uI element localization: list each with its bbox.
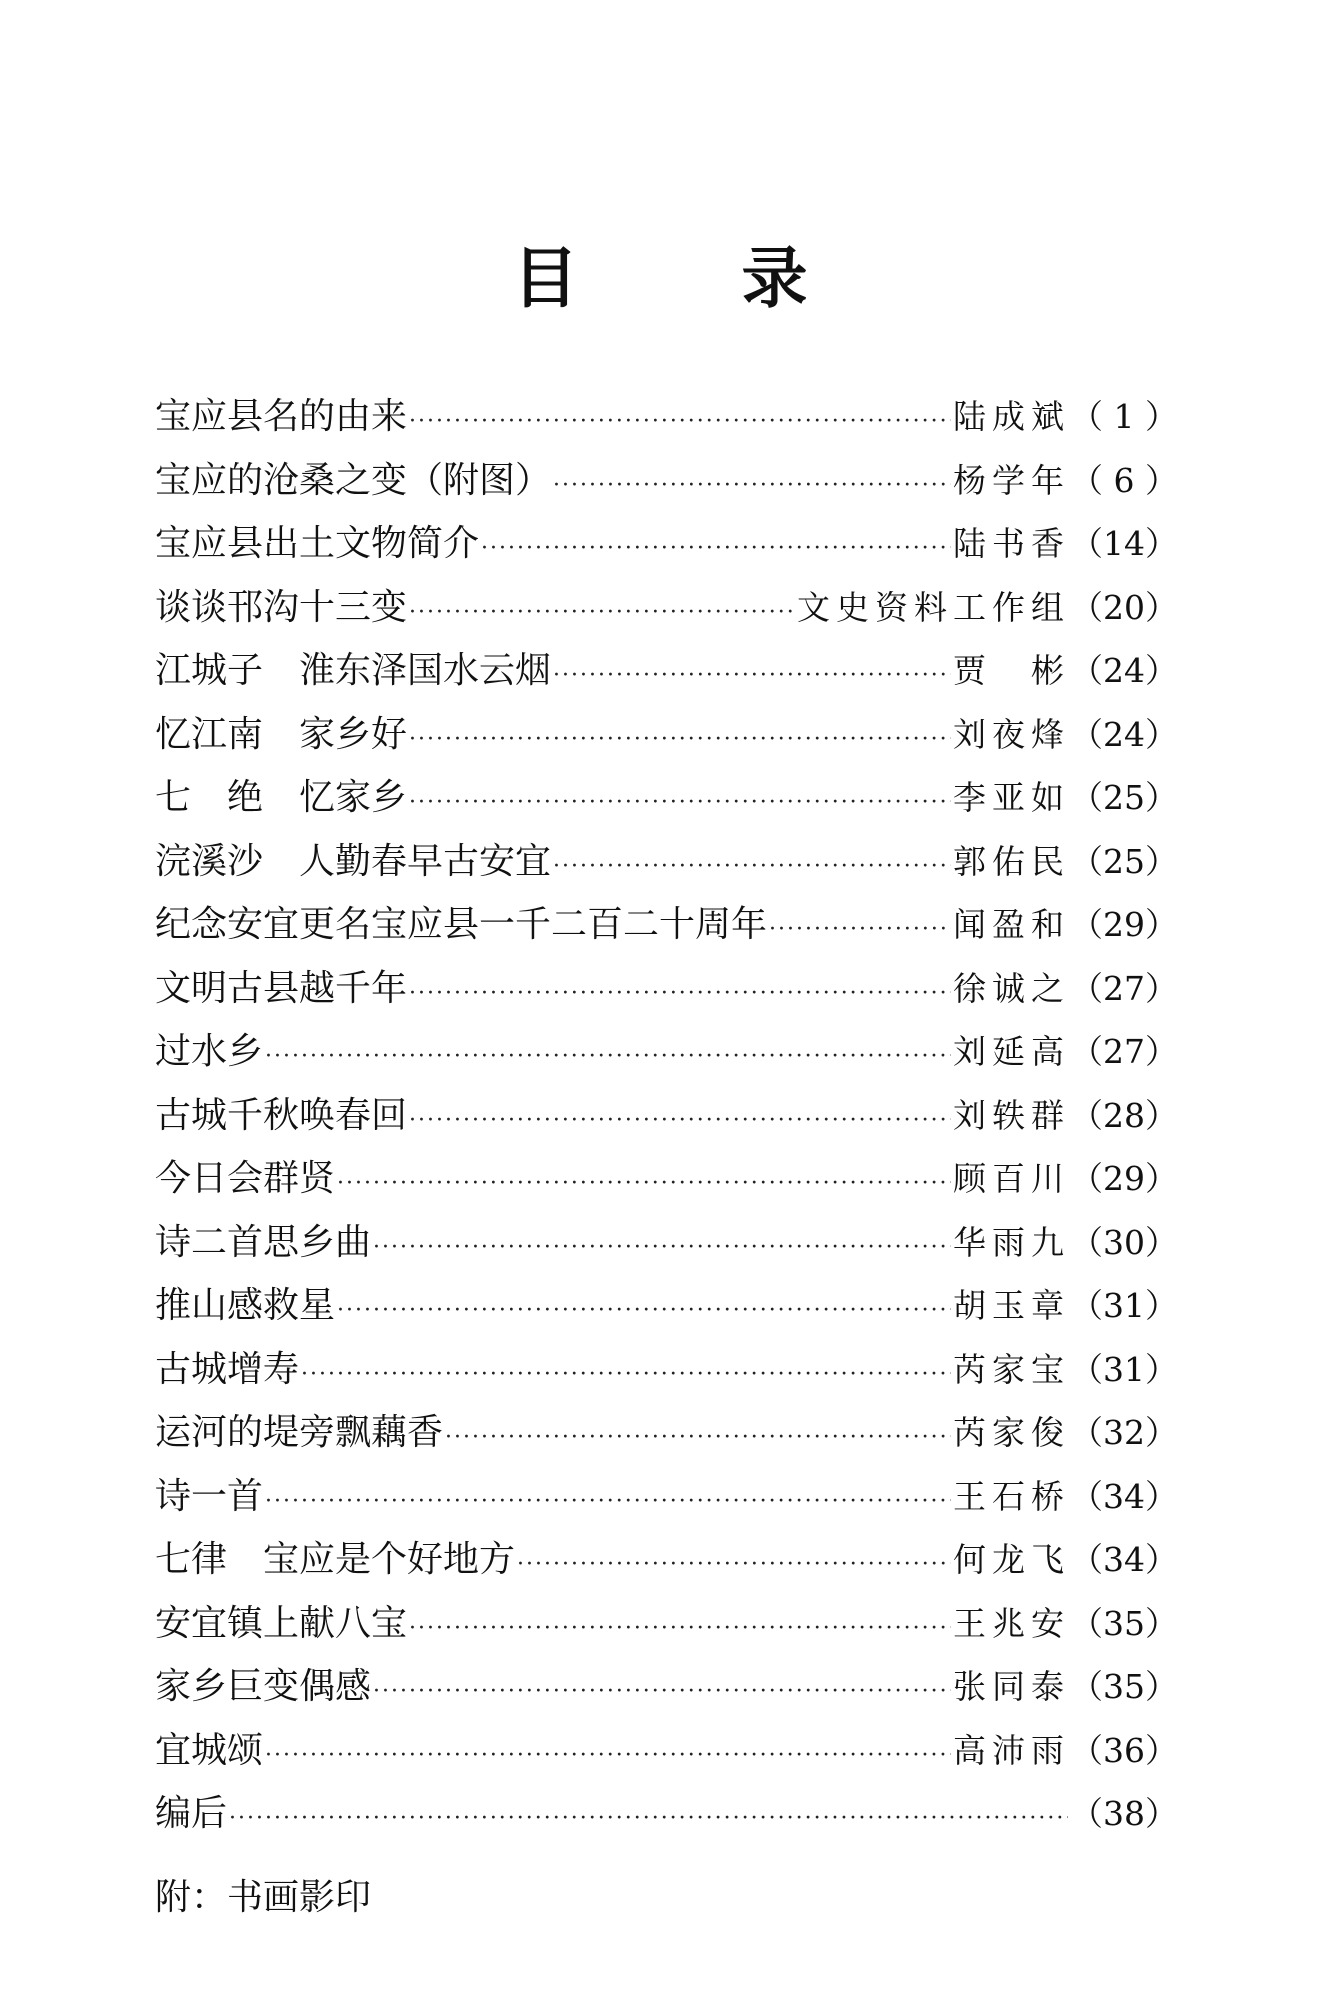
toc-entry — [155, 1147, 1178, 1211]
toc-entry — [155, 1338, 1178, 1402]
entry-page: （14） — [1070, 524, 1178, 563]
entry-title: 江城子 淮东泽国水云烟 — [155, 650, 552, 691]
toc-entry — [155, 1211, 1178, 1275]
toc-entry — [155, 1084, 1178, 1148]
toc-entry — [155, 766, 1178, 830]
toc-entry — [155, 1020, 1178, 1084]
entry-author: 王石桥 — [953, 1476, 1070, 1516]
entry-page: （27） — [1070, 1032, 1178, 1071]
dot-leader — [553, 454, 951, 518]
entry-author: 徐诚之 — [953, 968, 1070, 1008]
entry-title: 纪念安宜更名宝应县一千二百二十周年 — [155, 904, 768, 945]
table-of-contents — [155, 385, 1178, 1918]
toc-entry — [155, 449, 1178, 513]
entry-page: （ 1 ） — [1070, 397, 1178, 436]
dot-leader — [553, 835, 951, 899]
toc-entry — [155, 1655, 1178, 1719]
entry-author: 刘轶群 — [953, 1095, 1070, 1135]
entry-title: 运河的堤旁飘藕香 — [155, 1412, 444, 1453]
toc-entry — [155, 576, 1178, 640]
toc-entry — [155, 1782, 1178, 1846]
toc-entry — [155, 957, 1178, 1021]
toc-entry — [155, 512, 1178, 576]
dot-leader — [301, 1343, 951, 1407]
entry-author: 贾 彬 — [953, 651, 1070, 690]
toc-entry — [155, 1274, 1178, 1338]
dot-leader — [337, 1279, 951, 1343]
entry-title: 宝应的沧桑之变（附图） — [155, 459, 552, 501]
entry-author: 刘夜烽 — [953, 714, 1070, 754]
entry-title: 编后 — [155, 1793, 228, 1834]
entry-page: （27） — [1070, 968, 1178, 1008]
dot-leader — [409, 771, 951, 835]
entry-title: 宝应县出土文物简介 — [155, 523, 480, 564]
entry-page: （29） — [1070, 1159, 1178, 1198]
entry-page: （35） — [1070, 1667, 1178, 1706]
entry-page: （24） — [1070, 651, 1178, 690]
dot-leader — [409, 581, 795, 645]
entry-title: 诗二首思乡曲 — [155, 1221, 372, 1263]
dot-leader — [409, 1597, 951, 1661]
entry-author: 郭佑民 — [953, 841, 1070, 881]
entry-title: 古城增寿 — [155, 1348, 300, 1390]
entry-page: （ 6 ） — [1070, 460, 1178, 500]
entry-page: （20） — [1070, 587, 1178, 627]
entry-page: （31） — [1070, 1349, 1178, 1389]
page-title: 目 录 — [512, 239, 878, 317]
toc-entry — [155, 1592, 1178, 1656]
dot-leader — [229, 1787, 1068, 1851]
entry-title: 附：书画影印 — [155, 1877, 372, 1918]
entry-author: 李亚如 — [953, 778, 1070, 817]
dot-leader — [409, 1089, 951, 1153]
entry-title: 七律 宝应是个好地方 — [155, 1539, 516, 1580]
toc-entry — [155, 1465, 1178, 1529]
entry-author: 华雨九 — [953, 1222, 1070, 1262]
entry-page: （35） — [1070, 1603, 1178, 1643]
entry-title: 七 绝 忆家乡 — [155, 777, 408, 818]
dot-leader — [409, 708, 951, 772]
entry-page: （38） — [1070, 1794, 1178, 1833]
entry-page: （36） — [1070, 1730, 1178, 1770]
toc-entry — [155, 1528, 1178, 1592]
entry-page: （24） — [1070, 714, 1178, 754]
entry-page: （32） — [1070, 1413, 1178, 1452]
toc-entry — [155, 1846, 1170, 1918]
entry-title: 文明古县越千年 — [155, 967, 408, 1009]
entry-author: 刘延高 — [953, 1032, 1070, 1071]
dot-leader — [517, 1533, 951, 1597]
entry-title: 诗一首 — [155, 1475, 264, 1517]
entry-title: 古城千秋唤春回 — [155, 1094, 408, 1136]
entry-author: 芮家宝 — [953, 1349, 1070, 1389]
entry-author: 杨学年 — [953, 460, 1070, 500]
entry-page: （30） — [1070, 1222, 1178, 1262]
entry-title: 宜城颂 — [155, 1729, 264, 1771]
dot-leader — [409, 390, 951, 454]
entry-author: 闻盈和 — [953, 905, 1070, 944]
dot-leader — [769, 898, 951, 962]
entry-title: 家乡巨变偶感 — [155, 1666, 372, 1707]
entry-page: （25） — [1070, 778, 1178, 817]
dot-leader — [553, 644, 951, 708]
entry-author: 芮家俊 — [953, 1413, 1070, 1452]
entry-author: 张同泰 — [953, 1667, 1070, 1706]
toc-entry — [155, 385, 1178, 449]
entry-title: 浣溪沙 人勤春早古安宜 — [155, 840, 552, 882]
entry-title: 过水乡 — [155, 1031, 264, 1072]
toc-entry — [155, 893, 1178, 957]
entry-title: 忆江南 家乡好 — [155, 713, 408, 755]
toc-entry — [155, 830, 1178, 894]
dot-leader — [373, 1660, 951, 1724]
entry-title: 安宜镇上献八宝 — [155, 1602, 408, 1644]
dot-leader — [409, 962, 951, 1026]
entry-page: （28） — [1070, 1095, 1178, 1135]
entry-author: 何龙飞 — [953, 1540, 1070, 1579]
dot-leader — [265, 1724, 951, 1788]
entry-author: 文史资料工作组 — [797, 587, 1070, 627]
dot-leader — [337, 1152, 951, 1216]
dot-leader — [265, 1470, 951, 1534]
entry-author: 高沛雨 — [953, 1730, 1070, 1770]
entry-title: 今日会群贤 — [155, 1158, 336, 1199]
toc-entry — [155, 1401, 1178, 1465]
toc-entry — [155, 703, 1178, 767]
toc-entry — [155, 1719, 1178, 1783]
entry-author: 陆书香 — [953, 524, 1070, 563]
entry-page: （31） — [1070, 1286, 1178, 1325]
entry-author: 陆成斌 — [953, 397, 1070, 436]
entry-title: 推山感救星 — [155, 1285, 336, 1326]
entry-page: （34） — [1070, 1476, 1178, 1516]
dot-leader — [373, 1846, 1068, 1910]
entry-page: （29） — [1070, 905, 1178, 944]
entry-author: 胡玉章 — [953, 1286, 1070, 1325]
dot-leader — [265, 1025, 951, 1089]
entry-author: 王兆安 — [953, 1603, 1070, 1643]
dot-leader — [445, 1406, 951, 1470]
entry-page: （25） — [1070, 841, 1178, 881]
entry-title: 宝应县名的由来 — [155, 396, 408, 437]
entry-page: （34） — [1070, 1540, 1178, 1579]
entry-title: 谈谈邗沟十三变 — [155, 586, 408, 628]
dot-leader — [481, 517, 951, 581]
toc-entry — [155, 639, 1178, 703]
entry-author: 顾百川 — [953, 1159, 1070, 1198]
dot-leader — [373, 1216, 951, 1280]
